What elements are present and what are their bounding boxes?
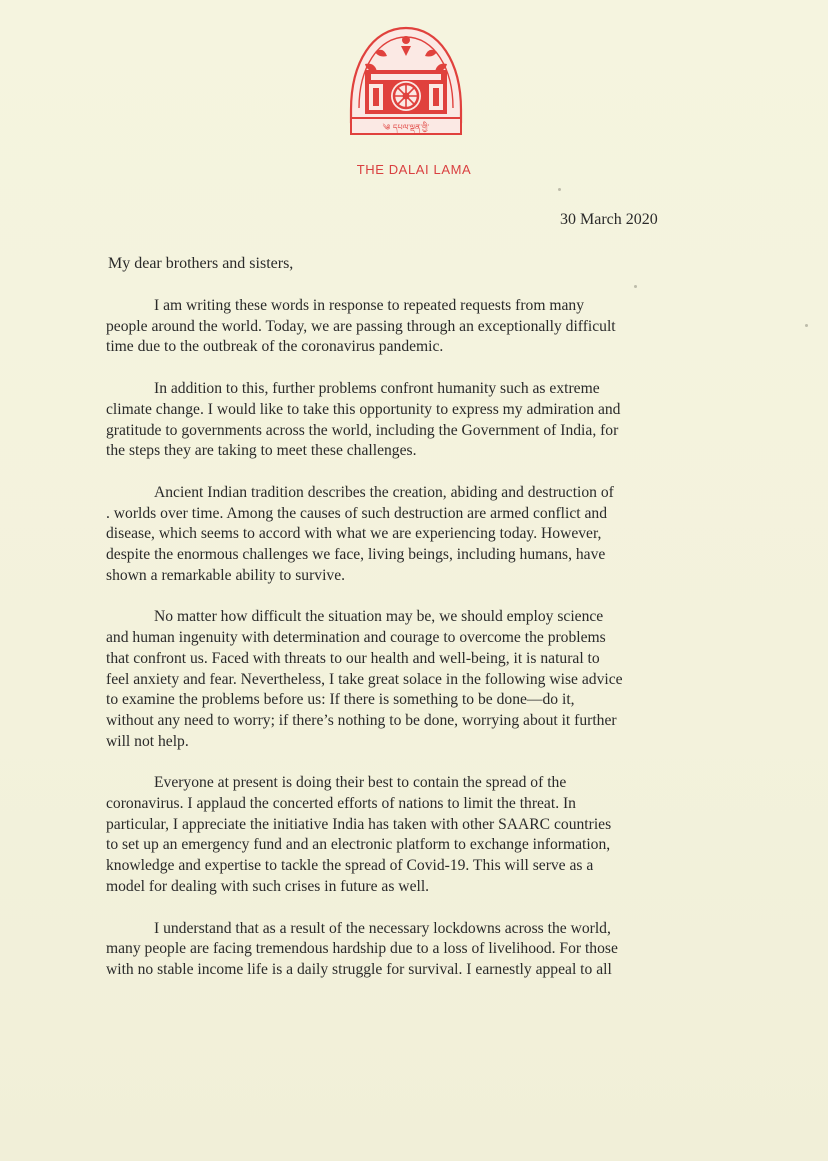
paragraph-text: I understand that as a result of the necessary lockdowns across the world, many people are facing tremendous hardship due to a loss of livelihood. For those with no stable income life is a daily struggle for survival. I earnestly appeal to all bbox=[106, 919, 618, 978]
letter-salutation: My dear brothers and sisters, bbox=[108, 255, 294, 272]
dalai-lama-seal-logo bbox=[345, 22, 467, 140]
paragraph-4 bbox=[106, 607, 712, 752]
letterhead-title: THE DALAI LAMA bbox=[356, 162, 472, 177]
letter-date: 30 March 2020 bbox=[560, 211, 658, 228]
paragraph-6 bbox=[106, 919, 712, 981]
paragraph-1 bbox=[106, 296, 712, 358]
paper-speck bbox=[558, 188, 561, 191]
letter-body bbox=[106, 296, 712, 1002]
paragraph-5 bbox=[106, 773, 712, 897]
paragraph-text: I am writing these words in response to repeated requests from many people around the world. Today, we are passing through an exceptionally difficult time due to the outbreak of the coronavirus pandemic. bbox=[106, 297, 616, 356]
paragraph-text: Everyone at present is doing their best to contain the spread of the coronavirus. I applaud the concerted efforts of nations to limit the threat. In particular, I appreciate the initiative India has taken with other SAARC countries to set up an emergency fund and an electronic platform to exchange information, knowledge and expertise to tackle the spread of Covid-19. This will serve as a model for dealing with such crises in future as well. bbox=[106, 774, 612, 895]
paragraph-text: Ancient Indian tradition describes the creation, abiding and destruction of . worlds over time. Among the causes of such destruction are armed conflict and disease, which seems to accord with what we are experiencing today. However, despite the enormous challenges we face, living beings, including humans, have shown a remarkable ability to survive. bbox=[106, 483, 614, 584]
paragraph-text: In addition to this, further problems confront humanity such as extreme climate change. I would like to take this opportunity to express my admiration and gratitude to governments across the world, including the Government of India, for the steps they are taking to meet these challenges. bbox=[106, 380, 621, 460]
paper-speck bbox=[634, 285, 637, 288]
paragraph-text: No matter how difficult the situation may be, we should employ science and human ingenuity with determination and courage to overcome the problems that confront us. Faced with threats to our health and well-being, it is natural to feel anxiety and fear. Nevertheless, I take great solace in the following wise advice to examine the problems before us: If there is something to be done—do it, without any need to worry; if there’s nothing to be done, worrying about it further will not help. bbox=[106, 608, 623, 750]
paper-speck bbox=[805, 324, 808, 327]
paragraph-2 bbox=[106, 379, 712, 462]
seal-script: ༄ དཔལ་ལྡན་གྱི་ bbox=[382, 123, 430, 132]
paragraph-3 bbox=[106, 483, 712, 587]
